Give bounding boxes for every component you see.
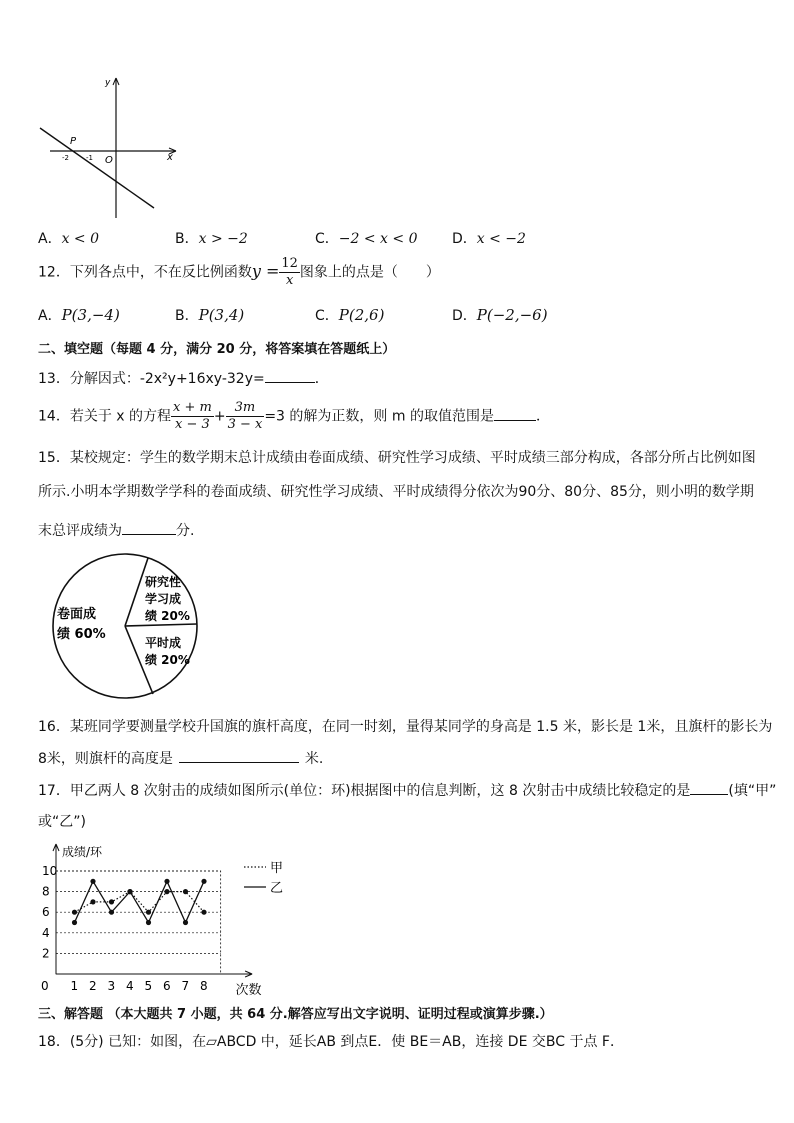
series-point-甲-2 [90, 899, 95, 904]
shooting-line-chart [30, 838, 300, 998]
q13-answer-blank[interactable] [265, 368, 315, 383]
pie-label-2c: 绩 20% [145, 609, 190, 623]
q11-option-b: B．x > −2 [175, 231, 248, 247]
graph-origin: O [105, 155, 113, 166]
graph-y-label: y [105, 78, 111, 88]
q15-line-3: 末总评成绩为 分. [38, 520, 194, 540]
pie-chart [45, 552, 205, 700]
legend-label-甲: 甲 [270, 861, 284, 876]
x-tick-4: 4 [126, 979, 134, 993]
graph-x-label: x [167, 152, 173, 163]
q11-option-c: C．−2 < x < 0 [315, 231, 418, 247]
pie-label-3b: 绩 20% [145, 653, 190, 667]
q11-option-d: D．x < −2 [452, 231, 526, 247]
q16-answer-blank[interactable] [179, 748, 299, 763]
q17-answer-blank[interactable] [690, 780, 728, 795]
pie-label-1b: 绩 60% [57, 627, 106, 642]
series-point-乙-2 [90, 879, 95, 884]
pie-divider-right [125, 624, 197, 626]
x-tick-8: 8 [200, 979, 208, 993]
graph-p-label: P [70, 136, 77, 147]
y-tick-4: 4 [42, 925, 50, 940]
series-point-甲-3 [109, 899, 114, 904]
x-tick-7: 7 [181, 979, 190, 993]
q18-question: 18．(5分) 已知：如图，在▱ABCD 中，延长AB 到点E．使 BE＝AB，连接 DE 交BC 于点 F． [38, 1034, 624, 1050]
graph-line [40, 128, 154, 208]
pie-label-2a: 研究性 [145, 575, 182, 589]
series-point-乙-8 [201, 879, 206, 884]
series-point-甲-5 [146, 910, 151, 915]
q12-option-d: D．P(−2,−6) [452, 306, 548, 324]
q17-line-1: 17．甲乙两人 8 次射击的成绩如图所示(单位：环)根据图中的信息判断，这 8 次射击中成绩比较稳定的是 (填“甲” [38, 780, 776, 800]
graph-tick-m1: -1 [86, 154, 93, 162]
q14-question: 14．若关于 x 的方程 $\frac{x + m}{x - 3}$ + $\frac{3m}{3 - x}$ =3 的解为正数，则 m 的取值范围是 ． [38, 400, 550, 432]
series-point-甲-1 [72, 910, 77, 915]
x-tick-1: 1 [70, 979, 79, 993]
graph-tick-m2: -2 [62, 154, 69, 162]
chart-x-label: 次数 [235, 983, 262, 998]
x-tick-6: 6 [163, 979, 171, 993]
legend-label-乙: 乙 [270, 881, 284, 896]
section-3-heading: 三、解答题 （本大题共 7 小题，共 64 分.解答应写出文字说明、证明过程或演算步骤.） [38, 1007, 553, 1022]
series-point-甲-6 [164, 889, 169, 894]
q15-line-2: 所示.小明本学期数学学科的卷面成绩、研究性学习成绩、平时成绩得分依次为90分、80分、85分，则小明的数学期 [38, 484, 754, 500]
y-tick-8: 8 [42, 884, 50, 899]
series-point-甲-7 [183, 889, 188, 894]
q13-question: 13．分解因式：-2x²y+16xy-32y= ． [38, 368, 329, 388]
pie-label-1a: 卷面成 [57, 607, 97, 622]
x-tick-0: 0 [41, 979, 49, 993]
series-point-乙-5 [146, 920, 151, 925]
q12-option-a: A．P(3,−4) [38, 306, 120, 324]
series-point-甲-8 [201, 910, 206, 915]
q11-graph [30, 72, 180, 222]
pie-label-2b: 学习成 [145, 592, 182, 606]
q16-line-1: 16．某班同学要测量学校升国旗的旗杆高度，在同一时刻，量得某同学的身高是 1.5 米，影长是 1米，且旗杆的影长为 [38, 719, 773, 735]
q15-answer-blank[interactable] [122, 520, 176, 535]
series-point-乙-1 [72, 920, 77, 925]
q12-option-c: C．P(2,6) [315, 306, 385, 324]
q12-question: 12．下列各点中，不在反比例函数y = $\frac{12}{x}$ 图象上的点是（ ） [38, 256, 440, 288]
x-tick-3: 3 [107, 979, 116, 993]
q14-answer-blank[interactable] [494, 406, 536, 421]
chart-y-label: 成绩/环 [62, 845, 103, 859]
q11-option-a: A．x < 0 [38, 231, 100, 247]
y-tick-2: 2 [42, 946, 50, 961]
series-point-乙-7 [183, 920, 188, 925]
q12-option-b: B．P(3,4) [175, 306, 245, 324]
y-tick-6: 6 [42, 905, 50, 920]
q15-line-1: 15．某校规定：学生的数学期末总计成绩由卷面成绩、研究性学习成绩、平时成绩三部分构成，各部分所占比例如图 [38, 450, 756, 466]
series-point-乙-6 [164, 879, 169, 884]
series-point-乙-3 [109, 910, 114, 915]
x-tick-2: 2 [89, 979, 97, 993]
section-2-heading: 二、填空题（每题 4 分，满分 20 分，将答案填在答题纸上） [38, 342, 396, 357]
pie-label-3a: 平时成 [145, 636, 182, 650]
q16-line-2: 8米，则旗杆的高度是 米. [38, 748, 323, 768]
y-tick-10: 10 [42, 864, 58, 878]
x-tick-5: 5 [144, 979, 153, 993]
series-point-乙-4 [127, 889, 132, 894]
chart-frame [56, 871, 221, 974]
q17-line-2: 或“乙”) [38, 814, 86, 830]
